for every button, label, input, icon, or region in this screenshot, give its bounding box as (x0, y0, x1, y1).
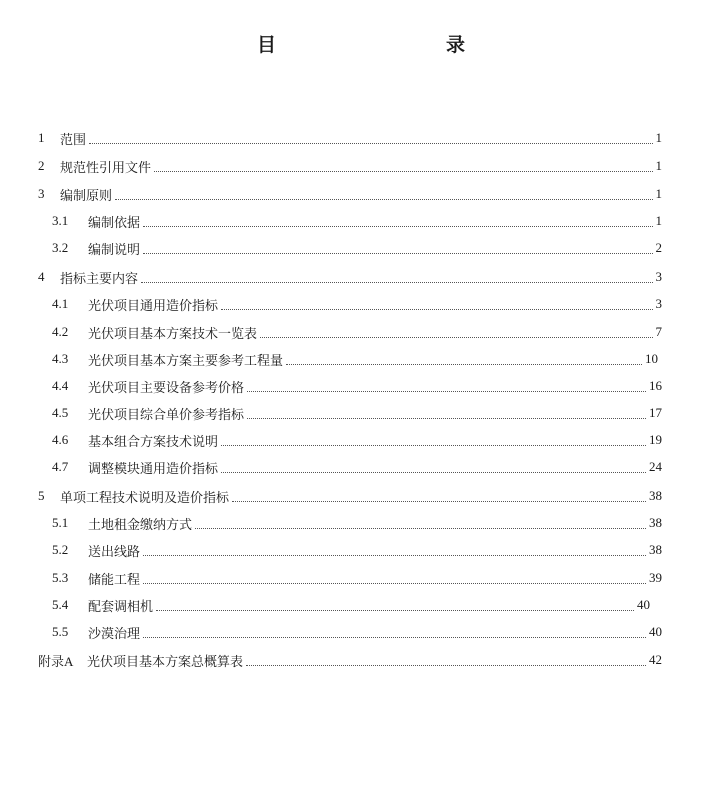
toc-entry-number: 4.4 (52, 378, 69, 393)
dot-leader (141, 282, 652, 283)
toc-entry-number: 5.5 (52, 624, 69, 639)
toc-entry-page: 24 (649, 459, 662, 474)
toc-entry-page: 2 (655, 240, 662, 255)
toc-entry-number: 附录A (38, 653, 74, 669)
toc-entry-number: 2 (38, 158, 45, 173)
toc-entry-page: 38 (649, 542, 662, 557)
dot-leader (143, 555, 646, 556)
toc-entry-label: 储能工程 (88, 572, 141, 588)
toc-entry-number: 5.1 (52, 515, 69, 530)
toc-entry-page: 1 (655, 158, 662, 173)
toc-entry-number: 4.1 (52, 296, 69, 311)
toc-entry-page: 38 (649, 515, 662, 530)
toc-entry[interactable] (38, 156, 662, 176)
dot-leader (246, 665, 646, 666)
toc-entry[interactable] (52, 622, 662, 642)
toc-entry-page: 42 (649, 652, 662, 667)
dot-leader (247, 391, 646, 392)
toc-entry-page: 19 (649, 432, 662, 447)
toc-entry-page: 3 (655, 269, 662, 284)
toc-entry-page: 3 (655, 296, 662, 311)
toc-entry[interactable] (52, 457, 662, 477)
toc-entry-label: 光伏项目基本方案技术一览表 (88, 326, 258, 342)
toc-entry-label: 调整模块通用造价指标 (88, 461, 219, 477)
toc-entry-label: 光伏项目通用造价指标 (88, 298, 219, 314)
toc-entry-number: 5.3 (52, 570, 69, 585)
toc-entry-label: 土地租金缴纳方式 (88, 517, 193, 533)
toc-entry-label: 光伏项目综合单价参考指标 (88, 407, 245, 423)
dot-leader (143, 226, 652, 227)
dot-leader (143, 637, 646, 638)
toc-entry[interactable] (38, 650, 662, 670)
toc-entry-label: 编制原则 (60, 188, 113, 204)
toc-entry-page: 38 (649, 488, 662, 503)
toc-entry[interactable] (52, 238, 662, 258)
toc-entry-label: 配套调相机 (88, 599, 154, 615)
toc-entry[interactable] (52, 540, 662, 560)
toc-entry-number: 4.5 (52, 405, 69, 420)
toc-entry-page: 10 (645, 351, 658, 366)
toc-entry[interactable] (52, 595, 650, 615)
toc-entry-label: 基本组合方案技术说明 (88, 434, 219, 450)
toc-entry-number: 1 (38, 130, 45, 145)
toc-entry-label: 规范性引用文件 (60, 160, 152, 176)
dot-leader (115, 199, 652, 200)
dot-leader (247, 418, 646, 419)
toc-entry[interactable] (38, 184, 662, 204)
toc-entry-number: 3 (38, 186, 45, 201)
toc-entry-label: 单项工程技术说明及造价指标 (60, 490, 230, 506)
toc-entry-label: 范围 (60, 132, 87, 148)
toc-entry-label: 沙漠治理 (88, 626, 141, 642)
toc-entry[interactable] (52, 430, 662, 450)
dot-leader (154, 171, 652, 172)
toc-entry-page: 1 (655, 213, 662, 228)
toc-entry-page: 40 (637, 597, 650, 612)
toc-entry-number: 5.4 (52, 597, 69, 612)
toc-entry[interactable] (38, 486, 662, 506)
toc-entry-label: 编制说明 (88, 242, 141, 258)
toc-entry-label: 光伏项目基本方案总概算表 (87, 654, 244, 670)
dot-leader (221, 445, 646, 446)
toc-entry[interactable] (52, 403, 662, 423)
toc-entry-page: 7 (655, 324, 662, 339)
dot-leader (260, 337, 652, 338)
toc-entry[interactable] (52, 322, 662, 342)
toc-title: 目 录 (256, 34, 509, 56)
toc-entry-number: 4.7 (52, 459, 69, 474)
toc-entry-number: 3.2 (52, 240, 69, 255)
dot-leader (143, 583, 646, 584)
dot-leader (143, 253, 652, 254)
toc-entry-label: 指标主要内容 (60, 271, 139, 287)
toc-entry-number: 5.2 (52, 542, 69, 557)
toc-entry-label: 送出线路 (88, 544, 141, 560)
toc-entry-page: 17 (649, 405, 662, 420)
toc-entry-label: 编制依据 (88, 215, 141, 231)
dot-leader (195, 528, 646, 529)
toc-entry-page: 40 (649, 624, 662, 639)
dot-leader (156, 610, 634, 611)
dot-leader (89, 143, 652, 144)
toc-entry-number: 4 (38, 269, 45, 284)
toc-entry-page: 1 (655, 186, 662, 201)
toc-entry-number: 4.3 (52, 351, 69, 366)
toc-entry-page: 1 (655, 130, 662, 145)
toc-entry-number: 4.6 (52, 432, 69, 447)
toc-entry[interactable] (52, 211, 662, 231)
toc-entry[interactable] (52, 349, 658, 369)
toc-entry-label: 光伏项目基本方案主要参考工程量 (88, 353, 284, 369)
toc-entry-number: 3.1 (52, 213, 69, 228)
toc-entry-number: 5 (38, 488, 45, 503)
toc-entry[interactable] (52, 376, 662, 396)
dot-leader (221, 472, 646, 473)
toc-entry[interactable] (52, 294, 662, 314)
dot-leader (221, 309, 652, 310)
toc-entry[interactable] (52, 568, 662, 588)
dot-leader (286, 364, 642, 365)
toc-entry-number: 4.2 (52, 324, 69, 339)
toc-entry-page: 16 (649, 378, 662, 393)
toc-entry[interactable] (52, 513, 662, 533)
toc-entry-label: 光伏项目主要设备参考价格 (88, 380, 245, 396)
toc-entry-page: 39 (649, 570, 662, 585)
toc-entry[interactable] (38, 128, 662, 148)
toc-entry[interactable] (38, 267, 662, 287)
dot-leader (232, 501, 646, 502)
